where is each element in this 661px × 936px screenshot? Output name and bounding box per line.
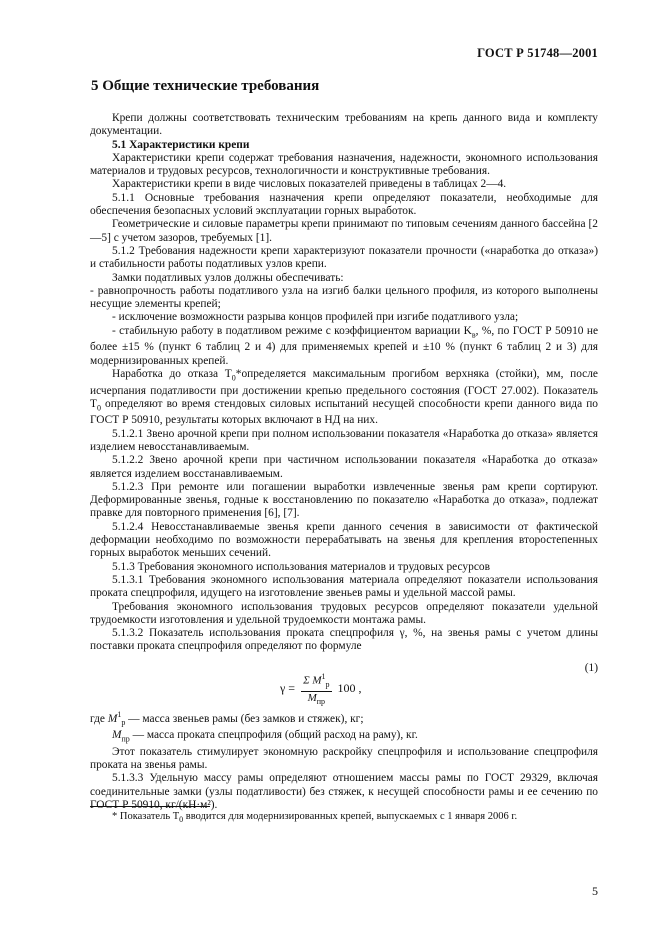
- formula-legend-item: $M_{пр}$ — масса проката спецпрофиля (общий расход на раму), кг.: [112, 729, 418, 744]
- paragraph: 5.1.1 Основные требования назначения крепи определяют показатели, необходимые для обеспечения безопасных условий эксплуатации горных выработок.: [90, 191, 598, 218]
- list-item: - исключение возможности разрыва концов профилей при изгибе податливого узла;: [112, 311, 519, 324]
- formula-number: (1): [584, 661, 598, 674]
- paragraph: 5.1.2.2 Звено арочной крепи при частичном использовании показателя «Наработка до отказа» является изделием восстанавливаемым.: [90, 454, 598, 480]
- list-item: - стабильную работу в податливом режиме с коэффициентом вариации $K_в$, %, по ГОСТ Р 50910 не более ±15 % (пункт 6 таблиц 2 и 4) для применяемых крепей и ±10 % (пункт 6 таблиц 2 и 3) для модернизированных крепей.: [90, 324, 599, 367]
- formula-fraction: $\frac{\Sigma M^1_р}{M_{пр}}$: [303, 671, 330, 706]
- paragraph: 5.1.2.1 Звено арочной крепи при полном использовании показателя «Наработка до отказа» является изделием невосстанавливаемым.: [90, 427, 598, 453]
- paragraph: 5.1.2 Требования надежности крепи характеризуют показатели прочности («наработка до отказа») и стабильности работы податливых узлов крепи.: [90, 244, 598, 271]
- paragraph: 5.1.3.2 Показатель использования проката спецпрофиля γ, %, на звенья рамы с учетом длины поставки проката спецпрофиля определяют по формуле: [90, 627, 598, 653]
- formula-expression: γ = $\frac{\Sigma M^1_р}{M_{пр}}$ 100 ,: [280, 671, 362, 706]
- paragraph: Требования экономного использования трудовых ресурсов определяют показатели удельной трудоемкости изготовления и удельной трудоемкости монтажа рамы.: [90, 600, 598, 626]
- paragraph: 5.1.3 Требования экономного использования материалов и трудовых ресурсов: [112, 560, 490, 573]
- paragraph: Геометрические и силовые параметры крепи принимают по типовым сечениям данного бассейна [2—5] с учетом зазоров, требуемых [1].: [90, 218, 598, 244]
- formula-legend-item: где $M^1_р$ — масса звеньев рамы (без замков и стяжек), кг;: [90, 709, 364, 727]
- footnote-divider: [90, 806, 210, 807]
- paragraph: Наработка до отказа $T_0*определяется$ максимальным прогибом верхняка (стойки), мм, после исчерпания податливости при достижении крепью предельного состояния (ГОСТ 27.002). Показатель $T_0$ определяют во время стендовых силовых испытаний несущей способности крепи данного вида по ГОСТ Р 50910, результаты которых включают в НД на них.: [90, 367, 598, 427]
- page-number: 5: [592, 884, 598, 898]
- section-title: 5 Общие технические требования: [91, 78, 320, 94]
- paragraph: Характеристики крепи содержат требования назначения, надежности, экономного использования материалов и трудовых ресурсов, технологичности и конструктивные требования.: [90, 151, 598, 178]
- list-item: - равнопрочность работы податливого узла на изгиб балки цельного профиля, из которого выполнены несущие элементы крепей;: [90, 284, 598, 311]
- body-text: [90, 112, 598, 812]
- footnote: * Показатель $T_0$ вводится для модернизированных крепей, выпускаемых с 1 января 2006 г.: [112, 811, 518, 825]
- paragraph: Этот показатель стимулирует экономную раскройку спецпрофиля и использование спецпрофиля проката на звенья рамы.: [90, 745, 598, 771]
- paragraph: 5.1.3.3 Удельную массу рамы определяют отношением массы рамы по ГОСТ 29329, включая соединительные замки (узлы податливости) без стяжек, к несущей способности рамы и ее сечению по ГОСТ Р 50910, кг/(кН·м²).: [90, 772, 598, 811]
- paragraph: 5.1.2.4 Невосстанавливаемые звенья крепи данного сечения в зависимости от фактической деформации необходимо по возможности перерабатывать на звенья для крепления второстепенных горных выработок меньших сечений.: [90, 520, 598, 560]
- subsection-title: 5.1 Характеристики крепи: [112, 138, 250, 151]
- paragraph: Замки податливых узлов должны обеспечивать:: [112, 271, 344, 284]
- paragraph: 5.1.2.3 При ремонте или погашении выработки извлеченные звенья рам крепи сортируют. Деформированные звенья, годные к восстановлению по показателю «Наработка до отказа», подлежат правке для повторного применения [6], [7].: [90, 480, 598, 520]
- paragraph: 5.1.3.1 Требования экономного использования материала определяют показатели использования проката спецпрофиля, идущего на изготовление звеньев рамы и удельной массой рамы.: [90, 573, 598, 600]
- formula-1: [90, 661, 598, 706]
- paragraph: Крепи должны соответствовать техническим требованиям на крепь данного вида и комплекту документации.: [90, 112, 598, 138]
- document-code: ГОСТ Р 51748—2001: [477, 46, 598, 60]
- paragraph: Характеристики крепи в виде числовых показателей приведены в таблицах 2—4.: [112, 178, 507, 191]
